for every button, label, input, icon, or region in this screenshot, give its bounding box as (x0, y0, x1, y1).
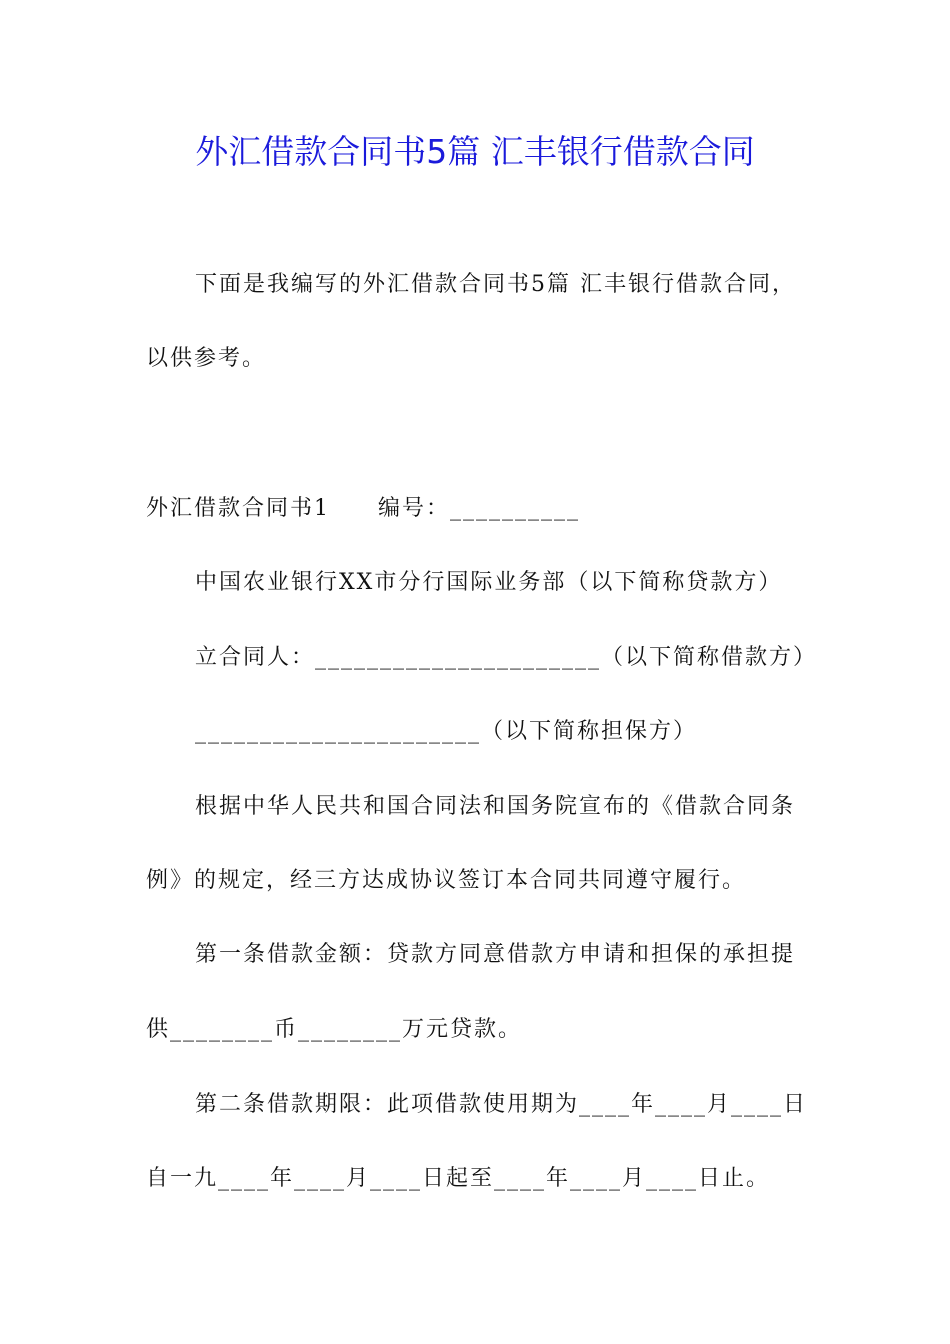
guarantor-line: ______________________（以下简称担保方） (195, 719, 698, 744)
basis-line-1: 根据中华人民共和国合同法和国务院宣布的《借款合同条 (195, 794, 796, 819)
section-heading-row (146, 494, 580, 524)
article1-line-1: 第一条借款金额：贷款方同意借款方申请和担保的承担提 (195, 942, 796, 967)
intro-line-1: 下面是我编写的外汇借款合同书5篇 汇丰银行借款合同， (195, 272, 796, 297)
article1-line-2: 供________币________万元贷款。 (146, 1017, 523, 1042)
article2-line-2: 自一九____年____月____日起至____年____月____日止。 (146, 1166, 771, 1191)
document-title: 外汇借款合同书5篇 汇丰银行借款合同 (195, 132, 755, 171)
section-heading: 外汇借款合同书1 (146, 496, 330, 521)
lender-line: 中国农业银行XX市分行国际业务部（以下简称贷款方） (195, 570, 783, 595)
intro-line-2: 以供参考。 (146, 346, 267, 371)
contract-number: 编号：__________ (378, 496, 581, 521)
article2-line-1: 第二条借款期限：此项借款使用期为____年____月____日 (195, 1092, 808, 1117)
basis-line-2: 例》的规定，经三方达成协议签订本合同共同遵守履行。 (146, 868, 747, 893)
borrower-line: 立合同人：______________________（以下简称借款方） (195, 645, 818, 670)
